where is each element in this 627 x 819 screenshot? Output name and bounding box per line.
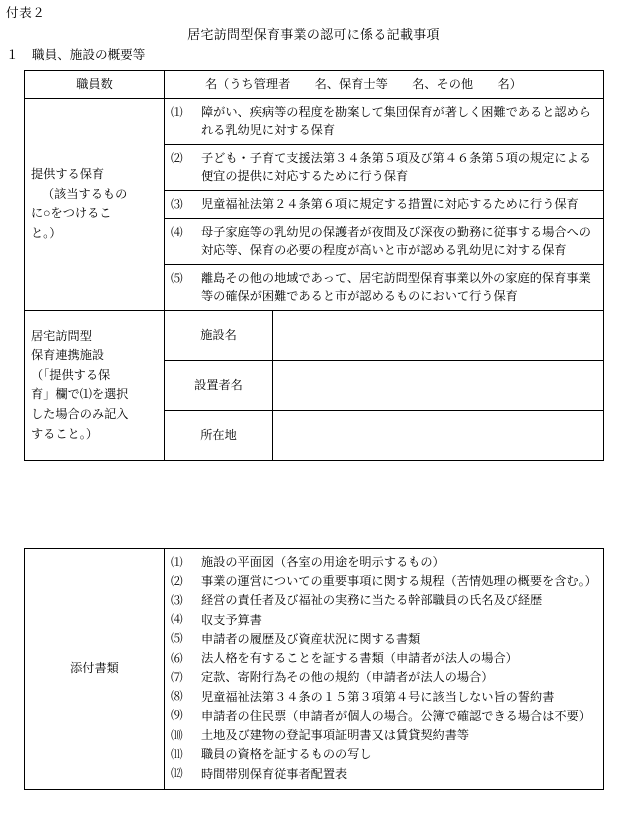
table-row-attachments [25, 549, 604, 790]
attachment-text: 経営の責任者及び福祉の実務に当たる幹部職員の氏名及び経歴 [201, 593, 543, 608]
service-item-number: ⑵ [171, 151, 183, 165]
attachment-number: ⑴ [171, 555, 183, 569]
attachment-number: ⑾ [171, 747, 183, 761]
attachment-number: ⑷ [171, 613, 183, 627]
staff-count-value [165, 71, 604, 99]
list-item [171, 103, 597, 139]
partner-row-value-facility-name[interactable] [273, 311, 604, 361]
partner-label-line6: すること。） [31, 426, 99, 441]
services-label-line4: と。） [31, 225, 62, 240]
partner-row-value-operator-name[interactable] [273, 361, 604, 411]
service-item-number: ⑸ [171, 271, 183, 285]
services-label-cell [25, 99, 165, 311]
service-item-cell [165, 265, 604, 311]
attachment-text: 職員の資格を証するものの写し [201, 747, 372, 762]
attachment-text: 土地及び建物の登記事項証明書又は賃貸契約書等 [201, 728, 470, 743]
attachment-number: ⑻ [171, 690, 183, 704]
attachment-number: ⑹ [171, 651, 183, 665]
services-label [31, 165, 158, 243]
attachments-table [24, 548, 604, 790]
partner-facility-label [31, 327, 158, 444]
staff-count-label: 職員数 [25, 71, 165, 99]
list-item [171, 553, 597, 571]
service-item-text: 母子家庭等の乳幼児の保護者が夜間及び深夜の勤務に従事する場合への対応等、保育の必要の程度が高いと市が認める乳幼児に対する保育 [201, 225, 591, 258]
service-item-number: ⑶ [171, 197, 183, 211]
attachment-text: 児童福祉法第３４条の１５第３項第４号に該当しない旨の誓約書 [201, 689, 555, 704]
attachment-number: ⑼ [171, 709, 183, 723]
attachment-number: ⑽ [171, 728, 183, 742]
table-row-staff [25, 71, 604, 99]
attachments-list [165, 549, 604, 790]
staff-count-text: 名（うち管理者 名、保育士等 名、その他 名） [205, 77, 522, 91]
table-row-partner-name [25, 311, 604, 361]
attachment-number: ⑶ [171, 593, 183, 607]
service-item-cell [165, 99, 604, 145]
service-item-text: 障がい、疾病等の程度を勘案して集団保育が著しく困難であると認められる乳幼児に対する保育 [201, 105, 591, 138]
list-item [171, 611, 597, 629]
service-item-text: 児童福祉法第２４条第６項に規定する措置に対応するために行う保育 [201, 197, 579, 212]
partner-row-label-operator-name: 設置者名 [165, 361, 273, 411]
services-label-line1: 提供する保育 [31, 167, 105, 182]
services-label-line3: に○をつけるこ [31, 206, 112, 221]
attachment-number: ⑿ [171, 767, 183, 781]
section-heading [6, 46, 145, 64]
partner-row-label-address: 所在地 [165, 411, 273, 461]
list-item [171, 591, 597, 609]
attachment-number: ⑺ [171, 670, 183, 684]
table-row-service-1 [25, 99, 604, 145]
attachment-text: 時間帯別保育従事者配置表 [201, 766, 348, 781]
attachment-text: 法人格を有することを証する書類（申請者が法人の場合） [201, 651, 518, 666]
section-title: 職員、施設の概要等 [32, 48, 146, 62]
attachment-text: 収支予算書 [201, 612, 262, 627]
list-item [171, 668, 597, 686]
partner-facility-label-cell [25, 311, 165, 461]
service-item-number: ⑴ [171, 105, 183, 119]
list-item [171, 649, 597, 667]
attachment-number: ⑸ [171, 632, 183, 646]
attachments-label: 添付書類 [25, 549, 165, 790]
service-item-cell [165, 145, 604, 191]
list-item [171, 223, 597, 259]
services-label-line2: （該当するもの [41, 186, 128, 201]
service-item-cell [165, 191, 604, 219]
section-number: １ [6, 48, 19, 62]
list-item [171, 765, 597, 783]
list-item [171, 630, 597, 648]
facility-overview-table [24, 70, 604, 461]
attachment-text: 申請者の履歴及び資産状況に関する書類 [201, 631, 421, 646]
list-item [171, 745, 597, 763]
attachment-number: ⑵ [171, 574, 183, 588]
form-label: 付表２ [6, 6, 46, 20]
service-item-text: 離島その他の地域であって、居宅訪問型保育事業以外の家庭的保育事業等の確保が困難であると市が認めるものにおいて行う保育 [201, 271, 591, 304]
partner-label-line4: 育」欄で⑴を選択 [31, 387, 129, 402]
list-item [171, 269, 597, 305]
list-item [171, 688, 597, 706]
partner-label-line5: した場合のみ記入 [31, 406, 129, 421]
attachment-text: 事業の運営についての重要事項に関する規程（苦情処理の概要を含む。） [201, 574, 597, 589]
partner-label-line2: 保育連携施設 [31, 348, 105, 363]
attachment-text: 施設の平面図（各室の用途を明示するもの） [201, 555, 445, 569]
list-item [171, 572, 597, 590]
service-item-number: ⑷ [171, 225, 183, 239]
partner-label-line1: 居宅訪問型 [31, 328, 92, 343]
attachment-text: 申請者の住民票（申請者が個人の場合。公簿で確認できる場合は不要） [201, 708, 591, 723]
service-item-cell [165, 219, 604, 265]
service-item-text: 子ども・子育て支援法第３４条第５項及び第４６条第５項の規定による便宜の提供に対応するために行う保育 [201, 151, 591, 184]
attachment-text: 定款、寄附行為その他の規約（申請者が法人の場合） [201, 670, 494, 685]
page-title: 居宅訪問型保育事業の認可に係る記載事項 [187, 27, 440, 42]
list-item [171, 707, 597, 725]
list-item [171, 149, 597, 185]
partner-row-value-address[interactable] [273, 411, 604, 461]
list-item [171, 195, 597, 213]
partner-row-label-facility-name: 施設名 [165, 311, 273, 361]
partner-label-line3: （「提供する保 [31, 367, 111, 382]
list-item [171, 726, 597, 744]
